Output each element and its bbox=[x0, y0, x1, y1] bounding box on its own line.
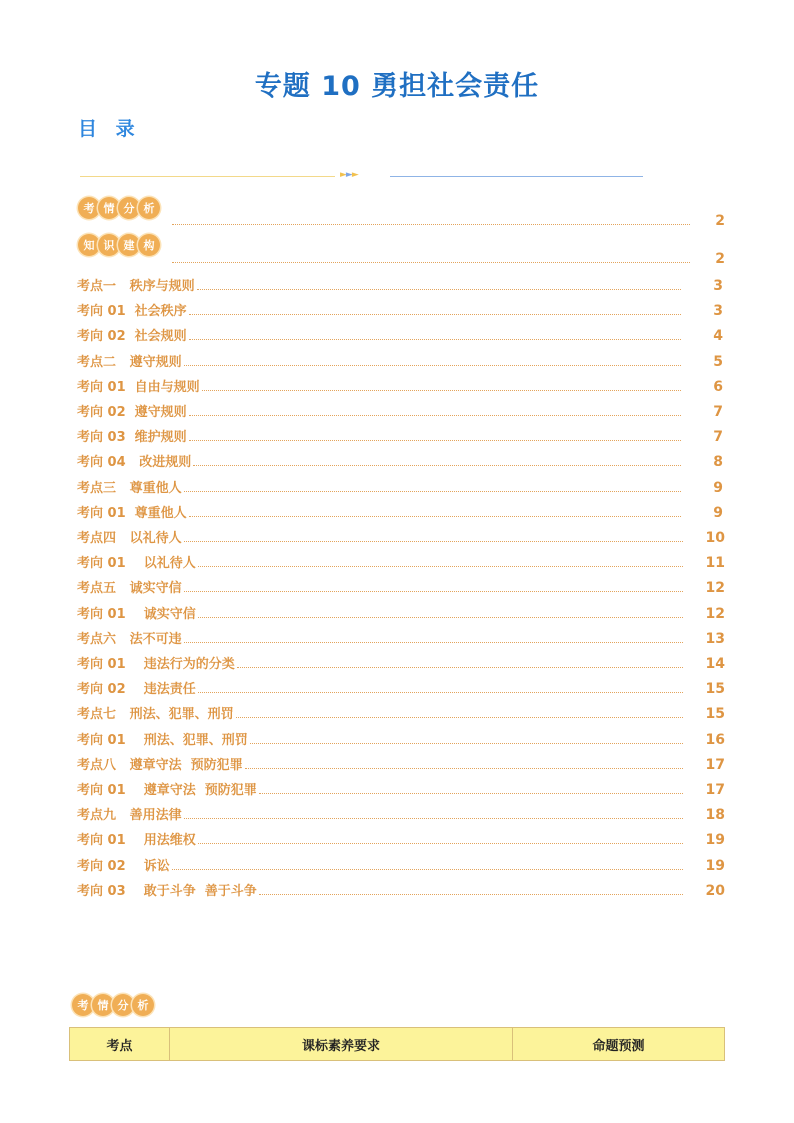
divider-right bbox=[390, 176, 643, 177]
toc-entry-page: 17 bbox=[705, 756, 725, 773]
toc-entry[interactable] bbox=[77, 476, 725, 496]
toc-entry-label: 考向 01 违法行为的分类 bbox=[77, 657, 235, 672]
toc-leader bbox=[189, 516, 681, 517]
badge-char: 析 bbox=[138, 197, 160, 219]
toc-entry[interactable] bbox=[77, 299, 725, 319]
table-header-cell: 考点 bbox=[70, 1028, 170, 1061]
toc-leader bbox=[172, 262, 690, 263]
toc-leader bbox=[198, 566, 683, 567]
toc-entry[interactable] bbox=[77, 627, 727, 647]
toc-leader bbox=[189, 440, 681, 441]
toc-entry-page: 9 bbox=[713, 504, 723, 521]
toc-heading: 目 录 bbox=[78, 118, 141, 140]
toc-entry-page: 15 bbox=[705, 681, 725, 698]
table-header-cell: 命题预测 bbox=[513, 1028, 725, 1061]
toc-entry[interactable] bbox=[77, 854, 727, 874]
toc-entry-label: 考向 01 刑法、犯罪、刑罚 bbox=[77, 732, 248, 748]
toc-leader bbox=[189, 339, 681, 340]
badge-char: 情 bbox=[92, 994, 114, 1016]
table-header-cell: 课标素养要求 bbox=[170, 1028, 513, 1061]
toc-entry-page: 9 bbox=[713, 479, 723, 496]
toc-entry-page: 13 bbox=[705, 630, 725, 647]
toc-entry[interactable] bbox=[77, 375, 725, 395]
badge-char: 知 bbox=[78, 234, 100, 256]
toc-entry[interactable] bbox=[77, 400, 725, 420]
toc-leader bbox=[184, 491, 681, 492]
toc-leader bbox=[259, 793, 683, 794]
toc-entry-page: 8 bbox=[713, 454, 723, 471]
toc-leader bbox=[184, 541, 683, 542]
toc-entry-label: 考点五 诚实守信 bbox=[77, 581, 182, 597]
badge-char: 建 bbox=[118, 234, 140, 256]
toc-entry[interactable] bbox=[77, 324, 725, 344]
toc-entry-label: 考点八 遵章守法 预防犯罪 bbox=[77, 757, 243, 773]
divider-left bbox=[80, 176, 335, 177]
toc-entry-page: 15 bbox=[705, 706, 725, 723]
toc-entry-page: 7 bbox=[713, 404, 723, 420]
badge-char: 考 bbox=[72, 994, 94, 1016]
toc-leader bbox=[198, 692, 683, 693]
badge-char: 情 bbox=[98, 197, 120, 219]
structure-badge[interactable] bbox=[78, 234, 158, 256]
toc-leader bbox=[184, 591, 683, 592]
toc-entry-page: 7 bbox=[713, 429, 723, 446]
toc-entry[interactable] bbox=[77, 274, 725, 294]
toc-leader bbox=[184, 818, 683, 819]
toc-leader bbox=[250, 743, 683, 744]
toc-entry[interactable] bbox=[77, 526, 727, 546]
toc-entry-label: 考点六 法不可违 bbox=[77, 631, 182, 647]
toc-entry[interactable] bbox=[77, 728, 727, 748]
toc-entry-label: 考点二 遵守规则 bbox=[77, 354, 182, 370]
toc-entry[interactable] bbox=[77, 702, 727, 722]
toc-entry-label: 考向 01 社会秩序 bbox=[77, 304, 187, 320]
toc-leader bbox=[184, 642, 683, 643]
toc-leader bbox=[197, 289, 681, 290]
toc-entry-label: 考点七 刑法、犯罪、刑罚 bbox=[77, 707, 234, 723]
toc-leader bbox=[236, 717, 683, 718]
toc-entry-page: 3 bbox=[713, 303, 723, 320]
badge-char: 分 bbox=[112, 994, 134, 1016]
toc-entry-label: 考向 01 遵章守法 预防犯罪 bbox=[77, 783, 257, 798]
toc-entry[interactable] bbox=[77, 803, 727, 823]
badge-char: 构 bbox=[138, 234, 160, 256]
toc-page-analysis[interactable]: 2 bbox=[715, 213, 725, 229]
toc-entry[interactable] bbox=[77, 450, 725, 470]
toc-page-structure[interactable]: 2 bbox=[715, 251, 725, 267]
toc-entry[interactable] bbox=[77, 753, 727, 773]
toc-entry-label: 考向 02 违法责任 bbox=[77, 682, 196, 698]
toc-entry-label: 考向 04 改进规则 bbox=[77, 455, 192, 471]
toc-leader bbox=[184, 365, 681, 366]
toc-entry-page: 12 bbox=[705, 580, 725, 597]
toc-leader bbox=[259, 894, 683, 895]
toc-entry-page: 5 bbox=[713, 353, 723, 370]
toc-leader bbox=[198, 843, 683, 844]
toc-entry-label: 考向 03 维护规则 bbox=[77, 430, 187, 446]
toc-entry[interactable] bbox=[77, 828, 727, 848]
toc-leader bbox=[172, 869, 683, 870]
table-header-row bbox=[70, 1028, 725, 1061]
toc-entry-label: 考向 01 尊重他人 bbox=[77, 505, 187, 521]
toc-entry-label: 考向 01 用法维权 bbox=[77, 833, 196, 849]
toc-entry-page: 19 bbox=[705, 857, 725, 874]
toc-entry-page: 17 bbox=[705, 782, 725, 798]
toc-entry[interactable] bbox=[77, 778, 727, 798]
toc-leader bbox=[198, 617, 683, 618]
toc-entry-label: 考向 01 以礼待人 bbox=[77, 556, 196, 572]
toc-entry-label: 考向 01 诚实守信 bbox=[77, 606, 196, 622]
toc-entry-page: 14 bbox=[705, 656, 725, 672]
toc-entry-page: 4 bbox=[713, 328, 723, 345]
toc-entry[interactable] bbox=[77, 551, 727, 571]
toc-leader bbox=[245, 768, 683, 769]
toc-entry[interactable] bbox=[77, 602, 727, 622]
toc-entry-page: 12 bbox=[705, 605, 725, 622]
toc-entry-label: 考向 02 社会规则 bbox=[77, 329, 187, 345]
toc-entry-page: 18 bbox=[705, 807, 725, 824]
analysis-badge[interactable] bbox=[78, 197, 158, 219]
toc-entry[interactable] bbox=[77, 652, 727, 672]
toc-entry-label: 考点四 以礼待人 bbox=[77, 531, 182, 546]
toc-entry-page: 3 bbox=[713, 278, 723, 294]
badge-char: 考 bbox=[78, 197, 100, 219]
toc-leader bbox=[202, 390, 681, 391]
toc-entry[interactable] bbox=[77, 350, 725, 370]
toc-entry-page: 20 bbox=[705, 882, 725, 899]
toc-leader bbox=[172, 224, 690, 225]
toc-leader bbox=[193, 465, 681, 466]
toc-entry-page: 11 bbox=[705, 555, 725, 572]
toc-entry[interactable] bbox=[77, 501, 725, 521]
toc-entry-label: 考向 03 敢于斗争 善于斗争 bbox=[77, 883, 257, 899]
badge-char: 分 bbox=[118, 197, 140, 219]
toc-entry-page: 16 bbox=[705, 731, 725, 748]
badge-char: 析 bbox=[132, 994, 154, 1016]
toc-entry-label: 考点一 秩序与规则 bbox=[77, 279, 195, 294]
analysis-table bbox=[69, 1027, 725, 1061]
badge-char: 识 bbox=[98, 234, 120, 256]
toc-entry-label: 考点九 善用法律 bbox=[77, 808, 182, 824]
toc-entry-label: 考向 01 自由与规则 bbox=[77, 379, 200, 395]
toc-entry-page: 10 bbox=[705, 530, 725, 546]
toc-entry[interactable] bbox=[77, 879, 727, 899]
toc-entry[interactable] bbox=[77, 425, 725, 445]
toc-entry-label: 考向 02 遵守规则 bbox=[77, 405, 187, 420]
toc-entry[interactable] bbox=[77, 576, 727, 596]
toc-entry[interactable] bbox=[77, 677, 727, 697]
toc-entry-page: 19 bbox=[705, 832, 725, 849]
toc-leader bbox=[189, 314, 681, 315]
toc-entry-label: 考点三 尊重他人 bbox=[77, 480, 182, 496]
arrow-icons: ►►► bbox=[340, 170, 358, 180]
toc-leader bbox=[189, 415, 681, 416]
toc-entry-label: 考向 02 诉讼 bbox=[77, 858, 170, 874]
toc-entry-page: 6 bbox=[713, 378, 723, 395]
toc-leader bbox=[237, 667, 683, 668]
analysis-badge-bottom bbox=[72, 994, 152, 1016]
page-title: 专题 10 勇担社会责任 bbox=[254, 71, 540, 102]
